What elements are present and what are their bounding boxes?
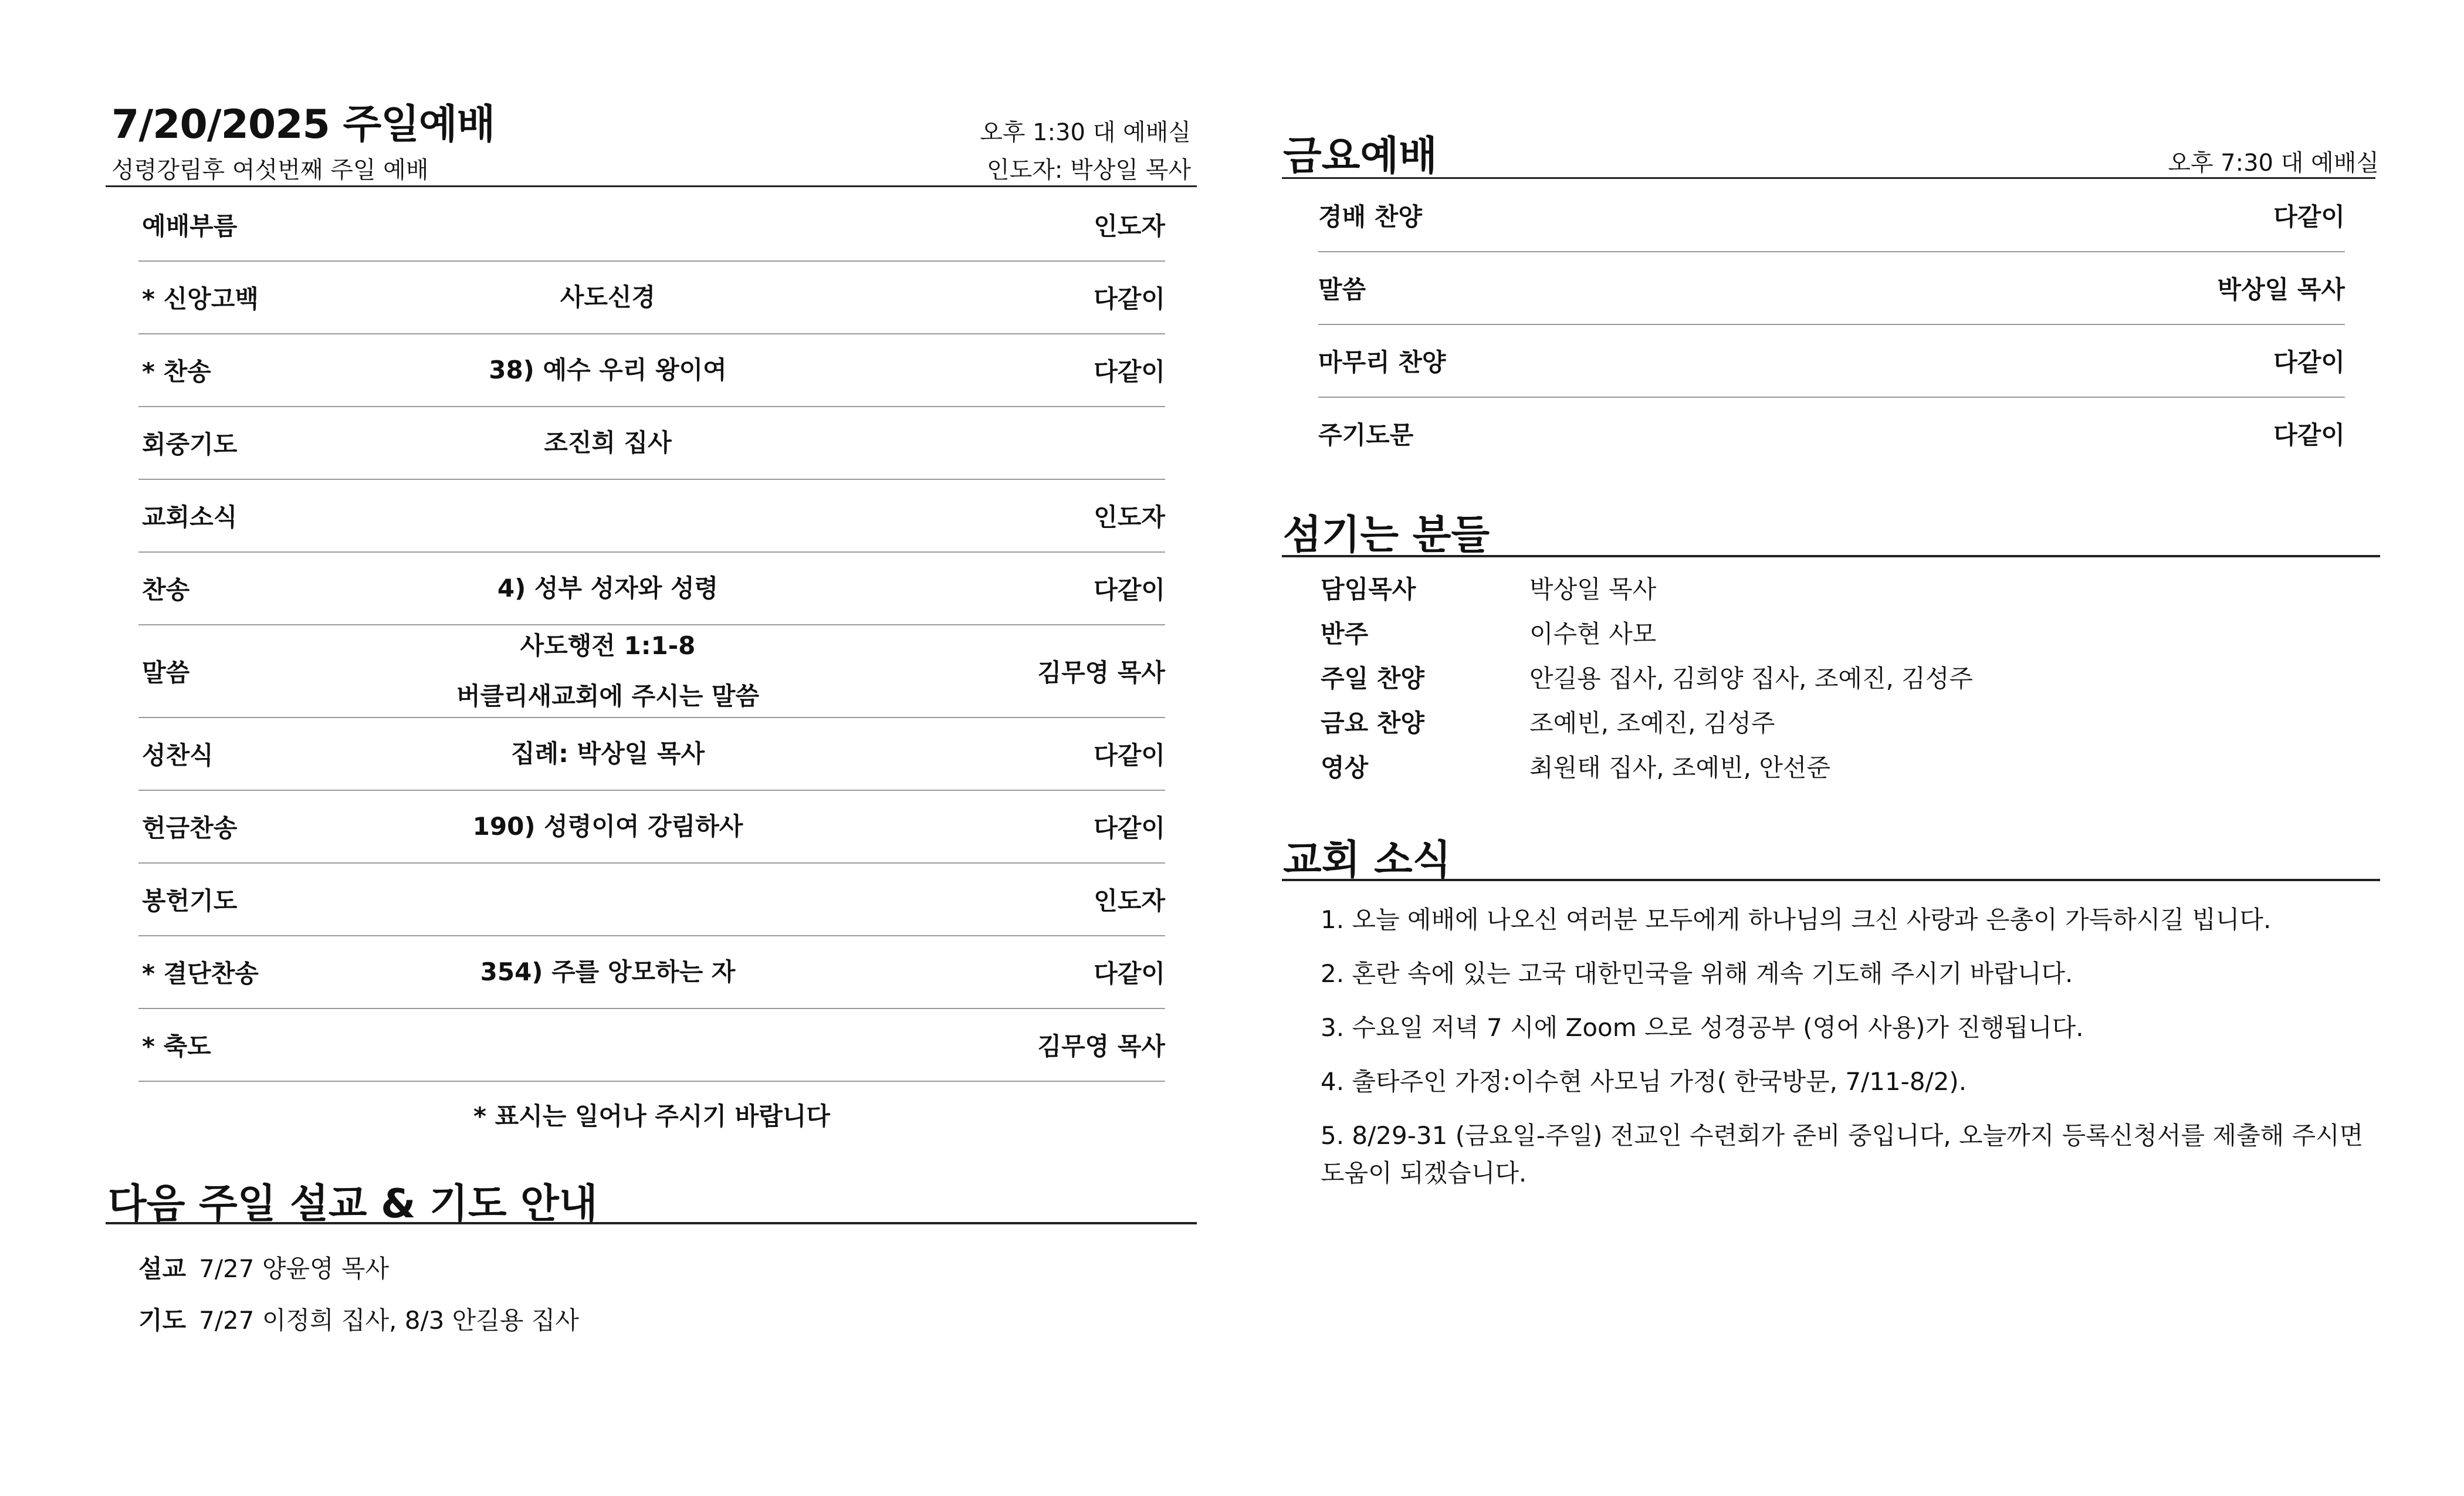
news-item: 3. 수요일 저녁 7 시에 Zoom 으로 성경공부 (영어 사용)가 진행됩니다. (1321, 1013, 2084, 1042)
section-divider (106, 1222, 1197, 1224)
order-row (138, 1009, 1165, 1082)
friday-item: 말씀 (1318, 275, 1366, 304)
order-row-sermon (138, 625, 1165, 718)
order-detail: 집례: 박상일 목사 (510, 739, 705, 768)
next-sermon-label: 설교 (138, 1254, 187, 1283)
friday-and-news (1282, 0, 2385, 1496)
order-item: 찬송 (142, 576, 190, 604)
order-by: 김무영 목사 (1037, 658, 1165, 687)
servant-role: 주일 찬양 (1321, 664, 1424, 693)
next-sermon-value: 7/27 양윤영 목사 (199, 1254, 390, 1283)
friday-time-place: 오후 7:30 대 예배실 (2168, 150, 2379, 177)
sermon-scripture: 사도행전 1:1-8 (520, 631, 696, 660)
friday-title: 금요예배 (1283, 133, 1437, 180)
servant-people: 안길용 집사, 김희양 집사, 조예진, 김성주 (1529, 664, 1973, 693)
news-list (1321, 901, 2365, 1209)
service-time-place: 오후 1:30 대 예배실 (980, 119, 1191, 146)
order-row (138, 718, 1165, 791)
order-row (138, 480, 1165, 553)
next-sermon-row (138, 1250, 389, 1285)
order-by: 인도자 (1094, 886, 1165, 915)
order-detail: 조진희 집사 (544, 428, 672, 457)
order-by: 다같이 (1094, 357, 1165, 386)
order-by: 다같이 (1094, 959, 1165, 988)
servant-people: 조예빈, 조예진, 김성주 (1529, 709, 1775, 737)
friday-row (1318, 398, 2345, 469)
servants-title: 섬기는 분들 (1283, 512, 1490, 559)
order-item: 성찬식 (142, 741, 214, 770)
section-divider (1282, 879, 2380, 881)
order-by: 인도자 (1094, 503, 1165, 532)
service-leader: 인도자: 박상일 목사 (986, 157, 1191, 184)
servant-role: 영상 (1321, 753, 1369, 782)
friday-item: 마무리 찬양 (1318, 348, 1446, 377)
sermon-title: 버클리새교회에 주시는 말씀 (456, 682, 760, 710)
order-by: 다같이 (1094, 741, 1165, 770)
order-row (138, 936, 1165, 1009)
title-divider (106, 185, 1197, 187)
news-item: 1. 오늘 예배에 나오신 여러분 모두에게 하나님의 크신 사랑과 은총이 가득하시길 빕니다. (1321, 905, 2272, 934)
servant-role: 반주 (1321, 620, 1369, 648)
order-row (138, 262, 1165, 334)
order-item: 헌금찬송 (142, 814, 238, 842)
order-by: 다같이 (1094, 814, 1165, 842)
order-detail (417, 621, 798, 722)
order-by: 인도자 (1094, 212, 1165, 241)
order-detail: 사도신경 (560, 283, 656, 312)
next-prayer-label: 기도 (138, 1306, 187, 1335)
friday-by: 다같이 (2273, 202, 2345, 231)
order-item: * 축도 (142, 1032, 211, 1061)
section-divider (1282, 177, 2375, 179)
order-item: 말씀 (142, 658, 190, 687)
order-row (138, 864, 1165, 936)
friday-item: 주기도문 (1318, 421, 1414, 449)
order-detail: 4) 성부 성자와 성령 (497, 574, 719, 603)
friday-by: 다같이 (2273, 348, 2345, 377)
servant-people: 이수현 사모 (1529, 620, 1657, 648)
order-detail: 38) 예수 우리 왕이여 (489, 356, 727, 384)
page-title: 7/20/2025 주일예배 (111, 101, 495, 148)
news-item: 5. 8/29-31 (금요일-주일) 전교인 수련회가 준비 중입니다, 오늘까지 등록신청서를 제출해 주시면 도움이 되겠습니다. (1321, 1121, 2364, 1187)
order-item: * 찬송 (142, 357, 211, 386)
friday-order (1318, 180, 2345, 469)
sunday-bulletin (106, 0, 1197, 1496)
order-row (138, 553, 1165, 625)
news-item: 4. 출타주인 가정:이수현 사모님 가정( 한국방문, 7/11-8/2). (1321, 1067, 1967, 1096)
order-item: 교회소식 (142, 503, 238, 532)
order-item: * 결단찬송 (142, 959, 259, 988)
order-row (138, 407, 1165, 480)
news-title: 교회 소식 (1283, 837, 1451, 884)
servant-role: 담임목사 (1321, 575, 1416, 604)
friday-by: 다같이 (2273, 421, 2345, 449)
order-item: 예배부름 (142, 212, 238, 241)
friday-by: 박상일 목사 (2217, 275, 2345, 304)
servant-people: 최원태 집사, 조예빈, 안선준 (1529, 753, 1831, 782)
order-row (138, 791, 1165, 864)
friday-row (1318, 325, 2345, 398)
order-by: 다같이 (1094, 576, 1165, 604)
order-by: 다같이 (1094, 285, 1165, 313)
next-prayer-value: 7/27 이정희 집사, 8/3 안길용 집사 (199, 1306, 579, 1335)
friday-row (1318, 252, 2345, 325)
order-row (138, 334, 1165, 407)
order-item: 봉헌기도 (142, 886, 238, 915)
order-item: * 신앙고백 (142, 285, 259, 313)
servant-role: 금요 찬양 (1321, 709, 1424, 737)
servant-people: 박상일 목사 (1529, 575, 1657, 604)
order-of-worship (138, 189, 1165, 1082)
news-item: 2. 혼란 속에 있는 고국 대한민국을 위해 계속 기도해 주시기 바랍니다. (1321, 959, 2073, 988)
service-subtitle: 성령강림후 여섯번째 주일 예배 (111, 157, 429, 184)
section-divider (1282, 555, 2380, 557)
order-detail: 354) 주를 앙모하는 자 (480, 957, 736, 986)
friday-item: 경배 찬양 (1318, 202, 1422, 231)
order-by: 김무영 목사 (1037, 1032, 1165, 1061)
friday-row (1318, 180, 2345, 252)
next-week-title: 다음 주일 설교 & 기도 안내 (108, 1181, 598, 1227)
standing-note: * 표시는 일어나 주시기 바랍니다 (473, 1102, 830, 1131)
order-row (138, 189, 1165, 262)
order-detail: 190) 성령이여 강림하사 (472, 812, 743, 841)
order-item: 회중기도 (142, 430, 238, 459)
next-prayer-row (138, 1301, 579, 1336)
